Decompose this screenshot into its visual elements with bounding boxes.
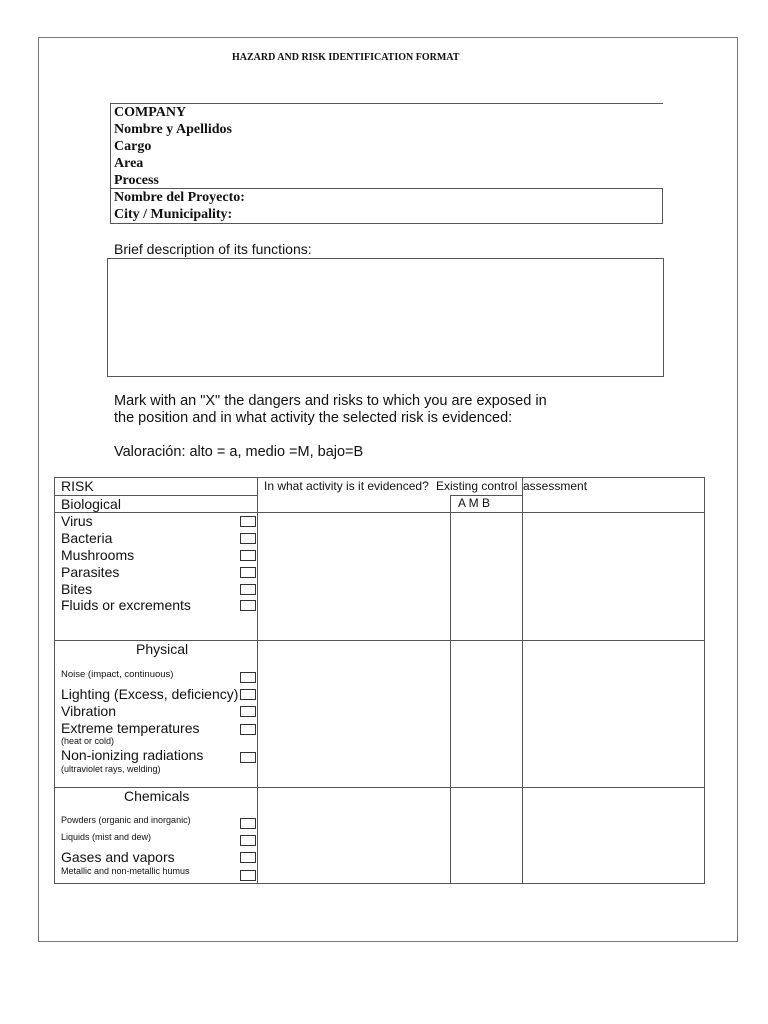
risk-item-noise: Noise (impact, continuous) — [61, 669, 174, 680]
risk-item-gases: Gases and vapors — [61, 849, 175, 865]
risk-item-liquids: Liquids (mist and dew) — [61, 832, 152, 842]
risk-item-parasites: Parasites — [61, 564, 120, 580]
checkbox-fluids[interactable] — [240, 600, 256, 611]
info-mid-rule — [110, 188, 663, 189]
info-right-rule — [662, 188, 663, 224]
physical-heading: Physical — [136, 641, 189, 657]
checkbox-parasites[interactable] — [240, 567, 256, 578]
info-bottom-rule — [110, 223, 663, 224]
checkbox-bites[interactable] — [240, 584, 256, 595]
assessment-header: assessment — [523, 479, 588, 493]
description-label: Brief description of its functions: — [114, 241, 312, 257]
process-label: Process — [114, 173, 159, 188]
area-label: Area — [114, 156, 144, 171]
city-label: City / Municipality: — [114, 207, 233, 222]
risk-item-lighting: Lighting (Excess, deficiency) — [61, 686, 239, 702]
info-top-rule — [110, 103, 663, 104]
proyecto-label: Nombre del Proyecto: — [114, 190, 245, 205]
risk-item-humus: Metallic and non-metallic humus — [61, 866, 190, 876]
document-title: HAZARD AND RISK IDENTIFICATION FORMAT — [232, 52, 460, 63]
activity-header: In what activity is it evidenced? — [264, 479, 429, 493]
checkbox-virus[interactable] — [240, 516, 256, 527]
checkbox-vibration[interactable] — [240, 706, 256, 717]
valoracion-line: Valoración: alto = a, medio =M, bajo=B — [114, 444, 364, 460]
chemicals-heading: Chemicals — [124, 788, 190, 804]
control-header: Existing control — [436, 479, 518, 493]
checkbox-bacteria[interactable] — [240, 533, 256, 544]
checkbox-mushrooms[interactable] — [240, 550, 256, 561]
col-divider-2 — [450, 495, 451, 883]
info-left-rule — [110, 103, 111, 224]
risk-item-virus: Virus — [61, 513, 93, 529]
checkbox-humus[interactable] — [240, 870, 256, 881]
instruction-line-2: the position and in what activity the selected risk is evidenced: — [114, 410, 513, 426]
instruction-line-1: Mark with an "X" the dangers and risks to which you are exposed in — [114, 393, 547, 409]
risk-item-fluids: Fluids or excrements — [61, 597, 191, 613]
checkbox-gases[interactable] — [240, 852, 256, 863]
checkbox-lighting[interactable] — [240, 689, 256, 700]
risk-item-mushrooms: Mushrooms — [61, 547, 135, 563]
company-label: COMPANY — [114, 105, 187, 120]
col-divider-1 — [257, 477, 258, 883]
description-box[interactable] — [107, 258, 664, 377]
checkbox-non-ionizing[interactable] — [240, 752, 256, 763]
risk-item-non-ionizing: Non-ionizing radiations — [61, 747, 204, 763]
amb-label: A M B — [458, 496, 491, 510]
risk-item-bacteria: Bacteria — [61, 530, 113, 546]
risk-note-ultraviolet: (ultraviolet rays, welding) — [61, 764, 161, 774]
col-divider-3 — [522, 477, 523, 883]
risk-item-extreme-temperatures: Extreme temperatures — [61, 720, 200, 736]
checkbox-liquids[interactable] — [240, 835, 256, 846]
checkbox-extreme-temperatures[interactable] — [240, 724, 256, 735]
risk-note-heat-cold: (heat or cold) — [61, 736, 115, 746]
biological-heading: Biological — [61, 496, 121, 512]
risk-item-powders: Powders (organic and inorganic) — [61, 815, 191, 825]
checkbox-powders[interactable] — [240, 818, 256, 829]
header-bottom-rule — [54, 512, 705, 513]
cargo-label: Cargo — [114, 139, 152, 154]
risk-item-bites: Bites — [61, 581, 93, 597]
risk-header: RISK — [61, 478, 94, 494]
checkbox-noise[interactable] — [240, 672, 256, 683]
risk-item-vibration: Vibration — [61, 703, 117, 719]
nombre-label: Nombre y Apellidos — [114, 122, 232, 137]
